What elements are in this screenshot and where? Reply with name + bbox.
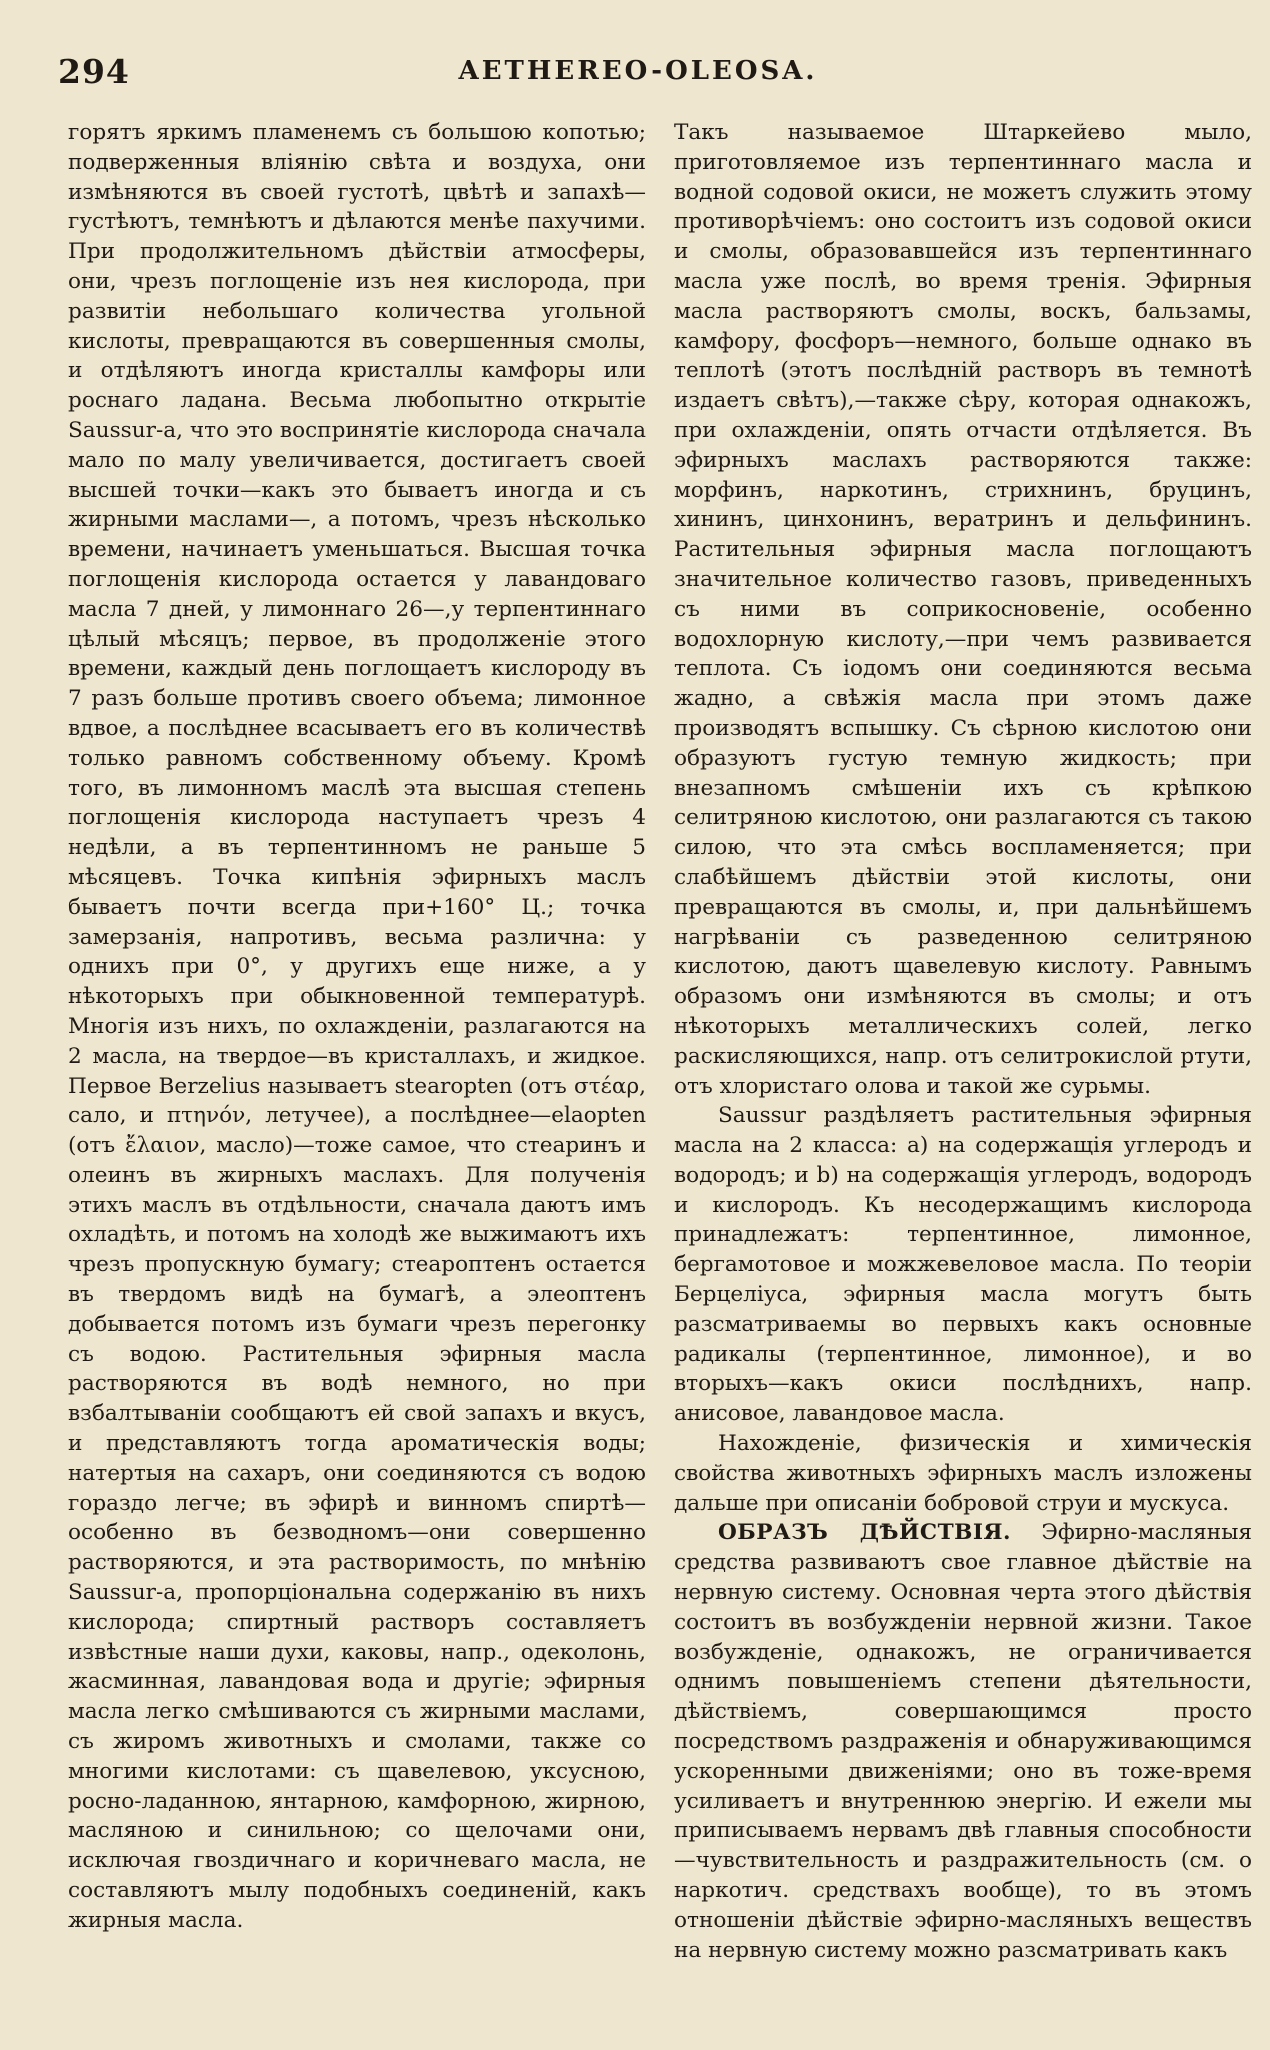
page-header <box>58 52 1218 102</box>
right-column <box>674 118 1252 1965</box>
left-column <box>68 118 646 1936</box>
paragraph: Нахожденіе, физическія и химическія свойства животныхъ эфирныхъ маслъ изложены дальше при описаніи бобровой струи и мускуса. <box>674 1431 1252 1516</box>
paragraph: горятъ яркимъ пламенемъ съ большою копотью; подверженныя вліянію свѣта и воздуха, они измѣняются въ своей густотѣ, цвѣтѣ и запахѣ—густѣютъ, темнѣютъ и дѣлаются менѣе пахучими. При продолжительномъ дѣйствіи атмосферы, они, чрезъ поглощеніе изъ нея кислорода, при развитіи небольшаго количества угольной кислоты, превращаются въ совершенныя смолы, и отдѣляютъ иногда кристаллы камфоры или роснаго ладана. Весьма любопытно открытіе Saussur-а, что это воспринятіе кислорода сначала мало по малу увеличивается, достигаетъ своей высшей точки—какъ это бываетъ иногда и съ жирными маслами—, а потомъ, чрезъ нѣсколько времени, начинаетъ уменьшаться. Высшая точка поглощенія кислорода остается у лавандоваго масла 7 дней, у лимоннаго 26—,у терпентиннаго цѣлый мѣсяцъ; первое, въ продолженіе этого времени, каждый день поглощаетъ кислороду въ 7 разъ больше противъ своего объема; лимонное вдвое, а послѣднее всасываетъ его въ количествѣ только равномъ собственному объему. Кромѣ того, въ лимонномъ маслѣ эта высшая степень поглощенія кислорода наступаетъ чрезъ 4 недѣли, а въ терпентинномъ не раньше 5 мѣсяцевъ. Точка кипѣнія эфирныхъ маслъ бываетъ почти всегда при+160° Ц.; точка замерзанія, напротивъ, весьма различна: у однихъ при 0°, у другихъ еще ниже, а у нѣкоторыхъ при обыкновенной температурѣ. Многія изъ нихъ, по охлажденіи, разлагаются на 2 масла, на твердое—въ кристаллахъ, и жидкое. Первое Berzelius называетъ stearopten (отъ στέαρ, сало, и πτηνόν, летучее), а послѣднее—elaopten (отъ ἔλαιον, масло)—тоже самое, что стеаринъ и олеинъ въ жирныхъ маслахъ. Для полученія этихъ маслъ въ отдѣльности, сначала даютъ имъ охладѣть, и потомъ на холодѣ же выжимаютъ ихъ чрезъ пропускную бумагу; стеароптенъ остается въ твердомъ видѣ на бумагѣ, а элеоптенъ добывается потомъ изъ бумаги чрезъ перегонку съ водою. Растительныя эфирныя масла растворяются въ водѣ немного, но при взбалтываніи сообщаютъ ей свой запахъ и вкусъ, и представляютъ тогда ароматическія воды; натертыя на сахаръ, они соединяются съ водою гораздо легче; въ эфирѣ и винномъ спиртѣ—особенно въ безводномъ—они совершенно растворяются, и эта растворимость, по мнѣнію Saussur-а, пропорціональна содержанію въ нихъ кислорода; спиртный растворъ составляетъ извѣстные наши духи, каковы, напр., одеколонь, жасминная, лавандовая вода и другіе; эфирныя масла легко смѣшиваются съ жирными маслами, съ жиромъ животныхъ и смолами, также со многими кислотами: съ щавелевою, уксусною, росно-ладанною, янтарною, камфорною, жирною, масляною и синильною; со щелочами они, исключая гвоздичнаго и коричневаго масла, не составляютъ мылу подобныхъ соединеній, какъ жирныя масла. <box>68 120 646 1933</box>
running-title: AETHEREO-OLEOSA. <box>458 56 818 86</box>
paragraph <box>674 1518 1252 1965</box>
paragraph-text: Эфирно-масляныя средства развиваютъ свое главное дѣйствіе на нервную систему. Основная черта этого дѣйствія состоитъ въ возбужденіи нервной жизни. Такое возбужденіе, однакожъ, не ограничивается однимъ повышеніемъ степени дѣятельности, дѣйствіемъ, совершающимся просто посредствомъ раздраженія и обнаруживающимся ускоренными движеніями; оно въ тоже-время усиливаетъ и внутреннюю энергію. И ежели мы приписываемъ нервамъ двѣ главныя способности—чувствительность и раздражительность (см. о наркотич. средствахъ вообще), то въ этомъ отношеніи дѣйствіе эфирно-масляныхъ веществъ на нервную систему можно разсматривать какъ <box>674 1520 1252 1963</box>
paragraph: Такъ называемое Штаркейево мыло, приготовляемое изъ терпентиннаго масла и водной содовой окиси, не можетъ служить этому противорѣчіемъ: оно состоитъ изъ содовой окиси и смолы, образовавшейся изъ терпентиннаго масла уже послѣ, во время тренія. Эфирныя масла растворяютъ смолы, воскъ, бальзамы, камфору, фосфоръ—немного, больше однако въ теплотѣ (этотъ послѣдній растворъ въ темнотѣ издаетъ свѣтъ),—также сѣру, которая однакожъ, при охлажденіи, опять отчасти отдѣляется. Въ эфирныхъ маслахъ растворяются также: морфинъ, наркотинъ, стрихнинъ, бруцинъ, хининъ, цинхонинъ, вератринъ и дельфининъ. Растительныя эфирныя масла поглощаютъ значительное количество газовъ, приведенныхъ съ ними въ соприкосновеніе, особенно водохлорную кислоту,—при чемъ развивается теплота. Съ іодомъ они соединяются весьма жадно, а свѣжія масла при этомъ даже производятъ вспышку. Съ сѣрною кислотою они образуютъ густую темную жидкость; при внезапномъ смѣшеніи ихъ съ крѣпкою селитряною кислотою, они разлагаются съ такою силою, что эта смѣсь воспламеняется; при слабѣйшемъ дѣйствіи этой кислоты, они превращаются въ смолы, и, при дальнѣйшемъ нагрѣваніи съ разведенною селитряною кислотою, даютъ щавелевую кислоту. Равнымъ образомъ они измѣняются въ смолы; и отъ нѣкоторыхъ металлическихъ солей, легко раскисляющихся, напр. отъ селитрокислой ртути, отъ хлористаго олова и такой же сурьмы. <box>674 120 1252 1099</box>
paragraph: Saussur раздѣляетъ растительныя эфирныя масла на 2 класса: а) на содержащія углеродъ и водородъ; и b) на содержащія углеродъ, водородъ и кислородъ. Къ несодержащимъ кислорода принадлежатъ: терпентинное, лимонное, бергамотовое и можжевеловое масла. По теоріи Берцеліуса, эфирныя масла могутъ быть разсматриваемы во первыхъ какъ основные радикалы (терпентинное, лимонное), и во вторыхъ—какъ окиси послѣднихъ, напр. анисовое, лавандовое масла. <box>674 1103 1252 1427</box>
section-heading: ОБРАЗЪ ДѢЙСТВІЯ. <box>718 1520 1012 1546</box>
page-number: 294 <box>58 52 130 91</box>
